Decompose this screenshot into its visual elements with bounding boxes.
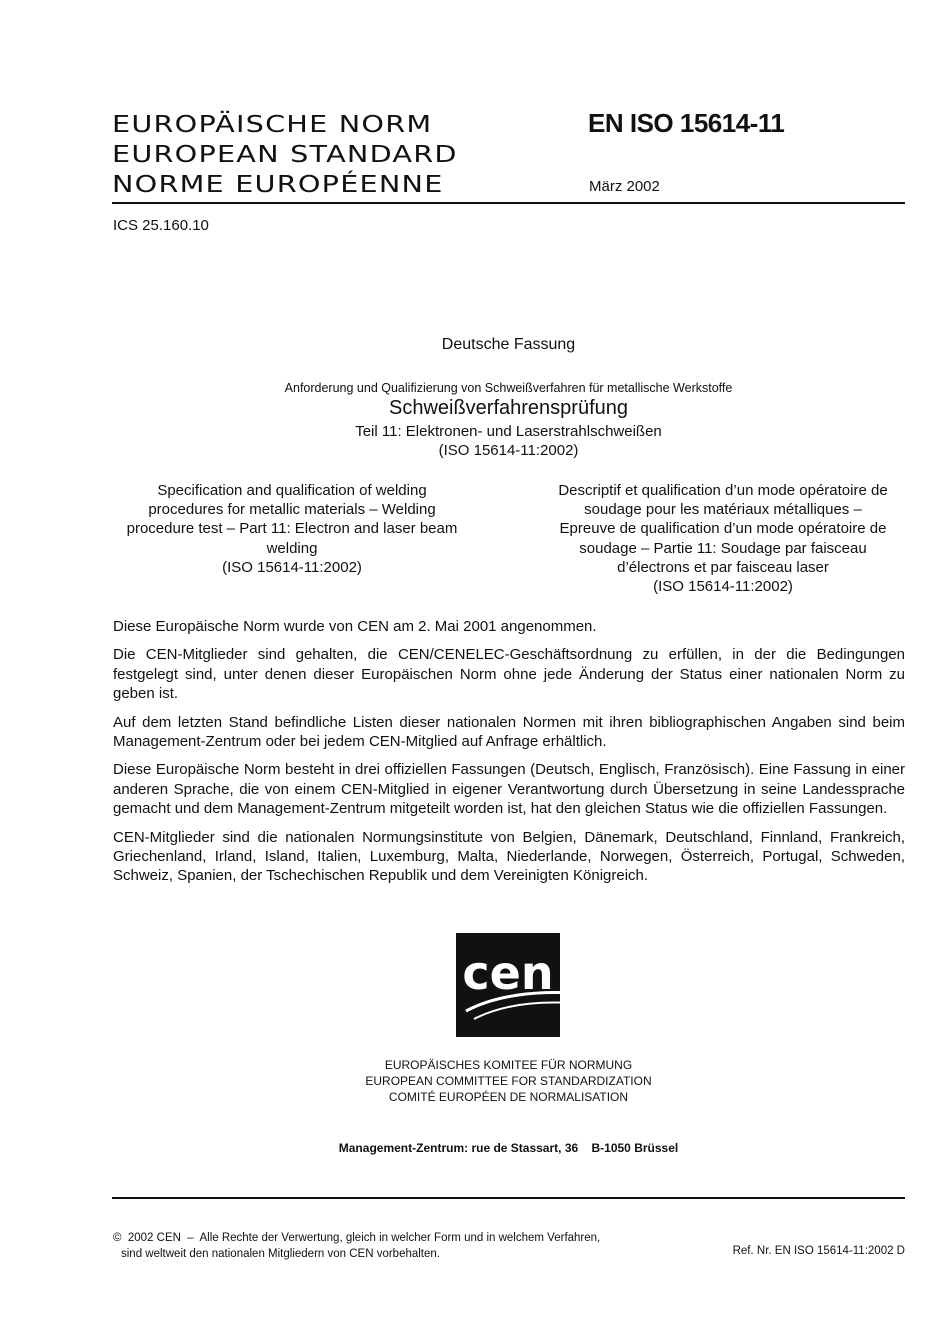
members-paragraph: CEN-Mitglieder sind die nationalen Normungsinstitute von Belgien, Dänemark, Deutschland, Finnland, Frankreich, Griechenland, Irland, Island, Italien, Luxemburg, Malta, Niederlande, Norwegen, Österreich, Portugal, Schweden, Schweiz, Spanien, der Tschechischen Republik und dem Vereinigten Königreich. [113, 828, 905, 885]
norm-title-en: EUROPEAN STANDARD [112, 140, 458, 168]
english-title [112, 481, 472, 577]
iso-reference: (ISO 15614-11:2002) [438, 442, 579, 459]
cen-logo [456, 933, 560, 1037]
french-title-line: soudage pour les matériaux métalliques – [584, 501, 862, 519]
french-title-line: soudage – Partie 11: Soudage par faisceau [579, 539, 867, 557]
organization-names [112, 1057, 905, 1106]
french-title [543, 481, 903, 596]
norm-title-fr: NORME EUROPÉENNE [112, 170, 444, 198]
english-title-line: (ISO 15614-11:2002) [222, 558, 362, 576]
english-title-line: procedure test – Part 11: Electron and laser beam [126, 520, 458, 538]
english-title-line: procedures for metallic materials – Welding [148, 501, 436, 519]
reference-number: Ref. Nr. EN ISO 15614-11:2002 D [732, 1245, 905, 1257]
management-address: Management-Zentrum: rue de Stassart, 36 B-1050 Brüssel [338, 1141, 679, 1155]
french-title-line: Descriptif et qualification d’un mode opératoire de [558, 482, 888, 499]
document-subtitle: Anforderung und Qualifizierung von Schweißverfahren für metallische Werkstoffe [284, 381, 733, 395]
french-title-line: d’électrons et par faisceau laser [617, 558, 829, 576]
lists-paragraph: Auf dem letzten Stand befindliche Listen dieser nationalen Normen mit ihren bibliographischen Angaben sind beim Management-Zentrum oder bei jedem CEN-Mitglied auf Anfrage erhältlich. [113, 713, 905, 751]
header-divider [112, 202, 905, 204]
cen-logo-text: cen [462, 946, 554, 1000]
document-part [112, 422, 905, 460]
norm-title-de: EUROPÄISCHE NORM [112, 110, 433, 138]
standard-number: EN ISO 15614-11 [588, 108, 785, 138]
version-label: Deutsche Fassung [441, 336, 576, 353]
regulations-paragraph: Die CEN-Mitglieder sind gehalten, die CEN/CENELEC-Geschäftsordnung zu erfüllen, in der die Bedingungen festgelegt sind, unter denen dieser Europäischen Norm ohne jede Änderung der Status einer nationalen Norm zu geben ist. [113, 646, 905, 703]
copyright-notice [113, 1231, 600, 1262]
english-title-line: Specification and qualification of welding [157, 482, 427, 499]
organization-name-en: EUROPEAN COMMITTEE FOR STANDARDIZATION [365, 1074, 652, 1089]
english-title-line: welding [266, 539, 318, 557]
copyright-line: © 2002 CEN – Alle Rechte der Verwertung, gleich in welcher Form und in welchem Verfahren, [113, 1232, 601, 1244]
french-title-line: (ISO 15614-11:2002) [653, 578, 793, 596]
versions-paragraph: Diese Europäische Norm besteht in drei offiziellen Fassungen (Deutsch, Englisch, Französisch). Eine Fassung in einer anderen Sprache, die von einem CEN-Mitglied in eigener Verantwortung durch Übersetzung in seine Landessprache gemacht und dem Management-Zentrum mitgeteilt worden ist, hat den gleichen Status wie die offiziellen Fassungen. [113, 761, 905, 818]
cen-logo-icon [456, 933, 560, 1037]
publication-date: März 2002 [589, 178, 660, 195]
body-text [113, 617, 905, 895]
ics-code: ICS 25.160.10 [113, 217, 209, 234]
copyright-line: sind weltweit den nationalen Mitgliedern von CEN vorbehalten. [121, 1247, 440, 1260]
adoption-paragraph: Diese Europäische Norm wurde von CEN am 2. Mai 2001 angenommen. [113, 618, 597, 635]
part-title: Teil 11: Elektronen- und Laserstrahlschweißen [355, 423, 662, 440]
document-main-title: Schweißverfahrensprüfung [388, 397, 628, 419]
footer-divider [112, 1197, 905, 1199]
french-title-line: Epreuve de qualification d’un mode opératoire de [559, 520, 887, 538]
organization-name-fr: COMITÉ EUROPÉEN DE NORMALISATION [388, 1090, 629, 1105]
organization-name-de: EUROPÄISCHES KOMITEE FÜR NORMUNG [384, 1058, 633, 1072]
